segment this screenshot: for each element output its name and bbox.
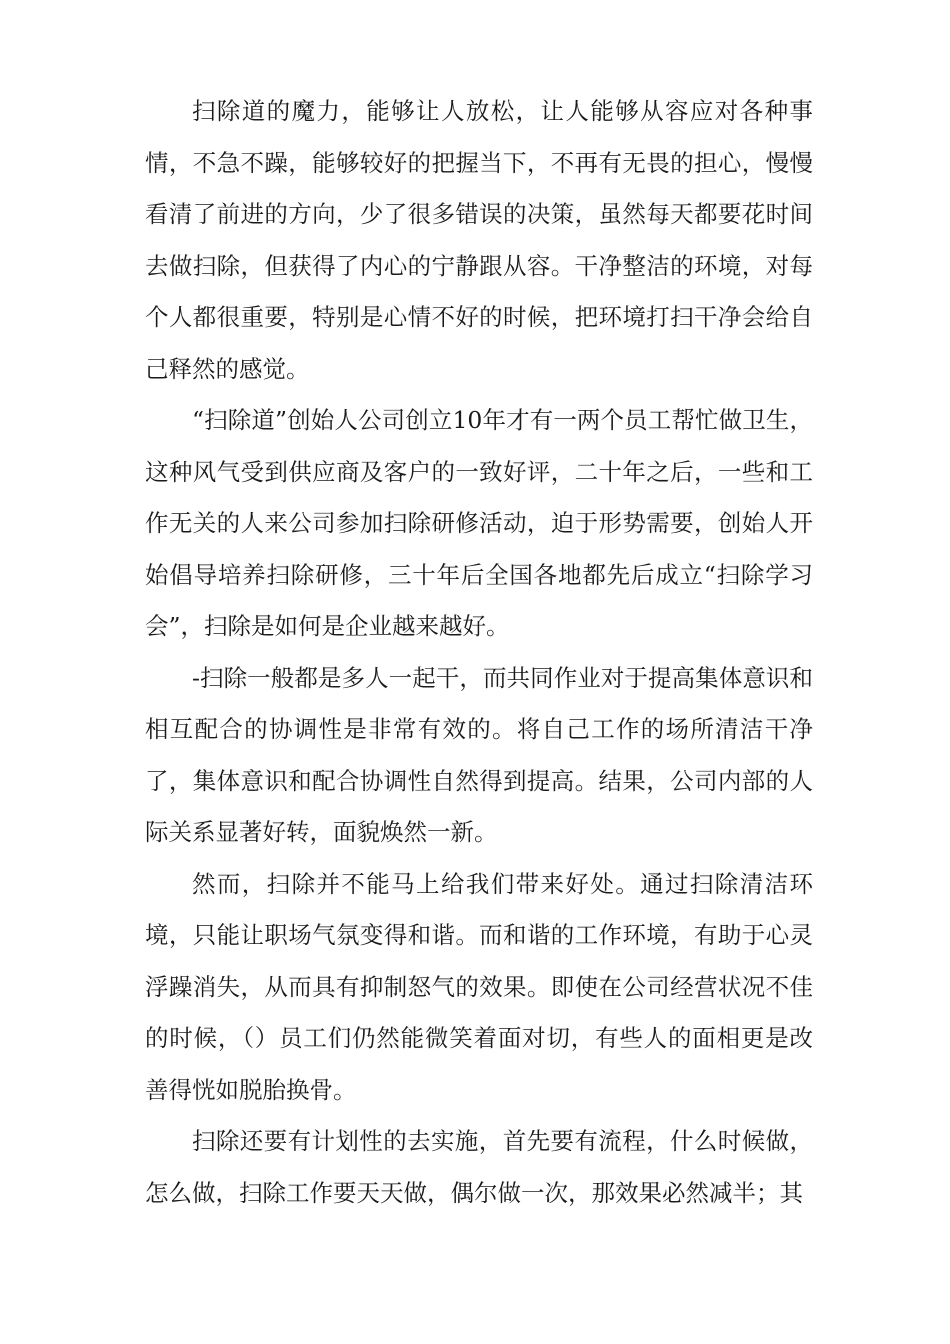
paragraph-2: “扫除道”创始人公司创立10年才有一两个员工帮忙做卫生，这种风气受到供应商及客户的一致好评，二十年之后，一些和工作无关的人来公司参加扫除研修活动，迫于形势需要，创始人开始倡导培养扫除研修，三十年后全国各地都先后成立“扫除学习会”，扫除是如何是企业越来越好。 bbox=[145, 406, 813, 640]
document-body bbox=[145, 86, 813, 1219]
paragraph-5: 扫除还要有计划性的去实施，首先要有流程，什么时候做，怎么做，扫除工作要天天做，偶尔做一次，那效果必然减半；其 bbox=[145, 1127, 813, 1207]
paragraph-3: -扫除一般都是多人一起干，而共同作业对于提高集体意识和相互配合的协调性是非常有效的。将自己工作的场所清洁干净了，集体意识和配合协调性自然得到提高。结果，公司内部的人际关系显著好转，面貌焕然一新。 bbox=[145, 663, 813, 846]
paragraph-1: 扫除道的魔力，能够让人放松，让人能够从容应对各种事情，不急不躁，能够较好的把握当下，不再有无畏的担心，慢慢看清了前进的方向，少了很多错误的决策，虽然每天都要花时间去做扫除，但获得了内心的宁静跟从容。干净整洁的环境，对每个人都很重要，特别是心情不好的时候，把环境打扫干净会给自己释然的感觉。 bbox=[145, 97, 813, 383]
paragraph-4: 然而，扫除并不能马上给我们带来好处。通过扫除清洁环境，只能让职场气氛变得和谐。而和谐的工作环境，有助于心灵浮躁消失，从而具有抑制怒气的效果。即使在公司经营状况不佳的时候，（）员工们仍然能微笑着面对切，有些人的面相更是改善得恍如脱胎换骨。 bbox=[145, 869, 813, 1104]
